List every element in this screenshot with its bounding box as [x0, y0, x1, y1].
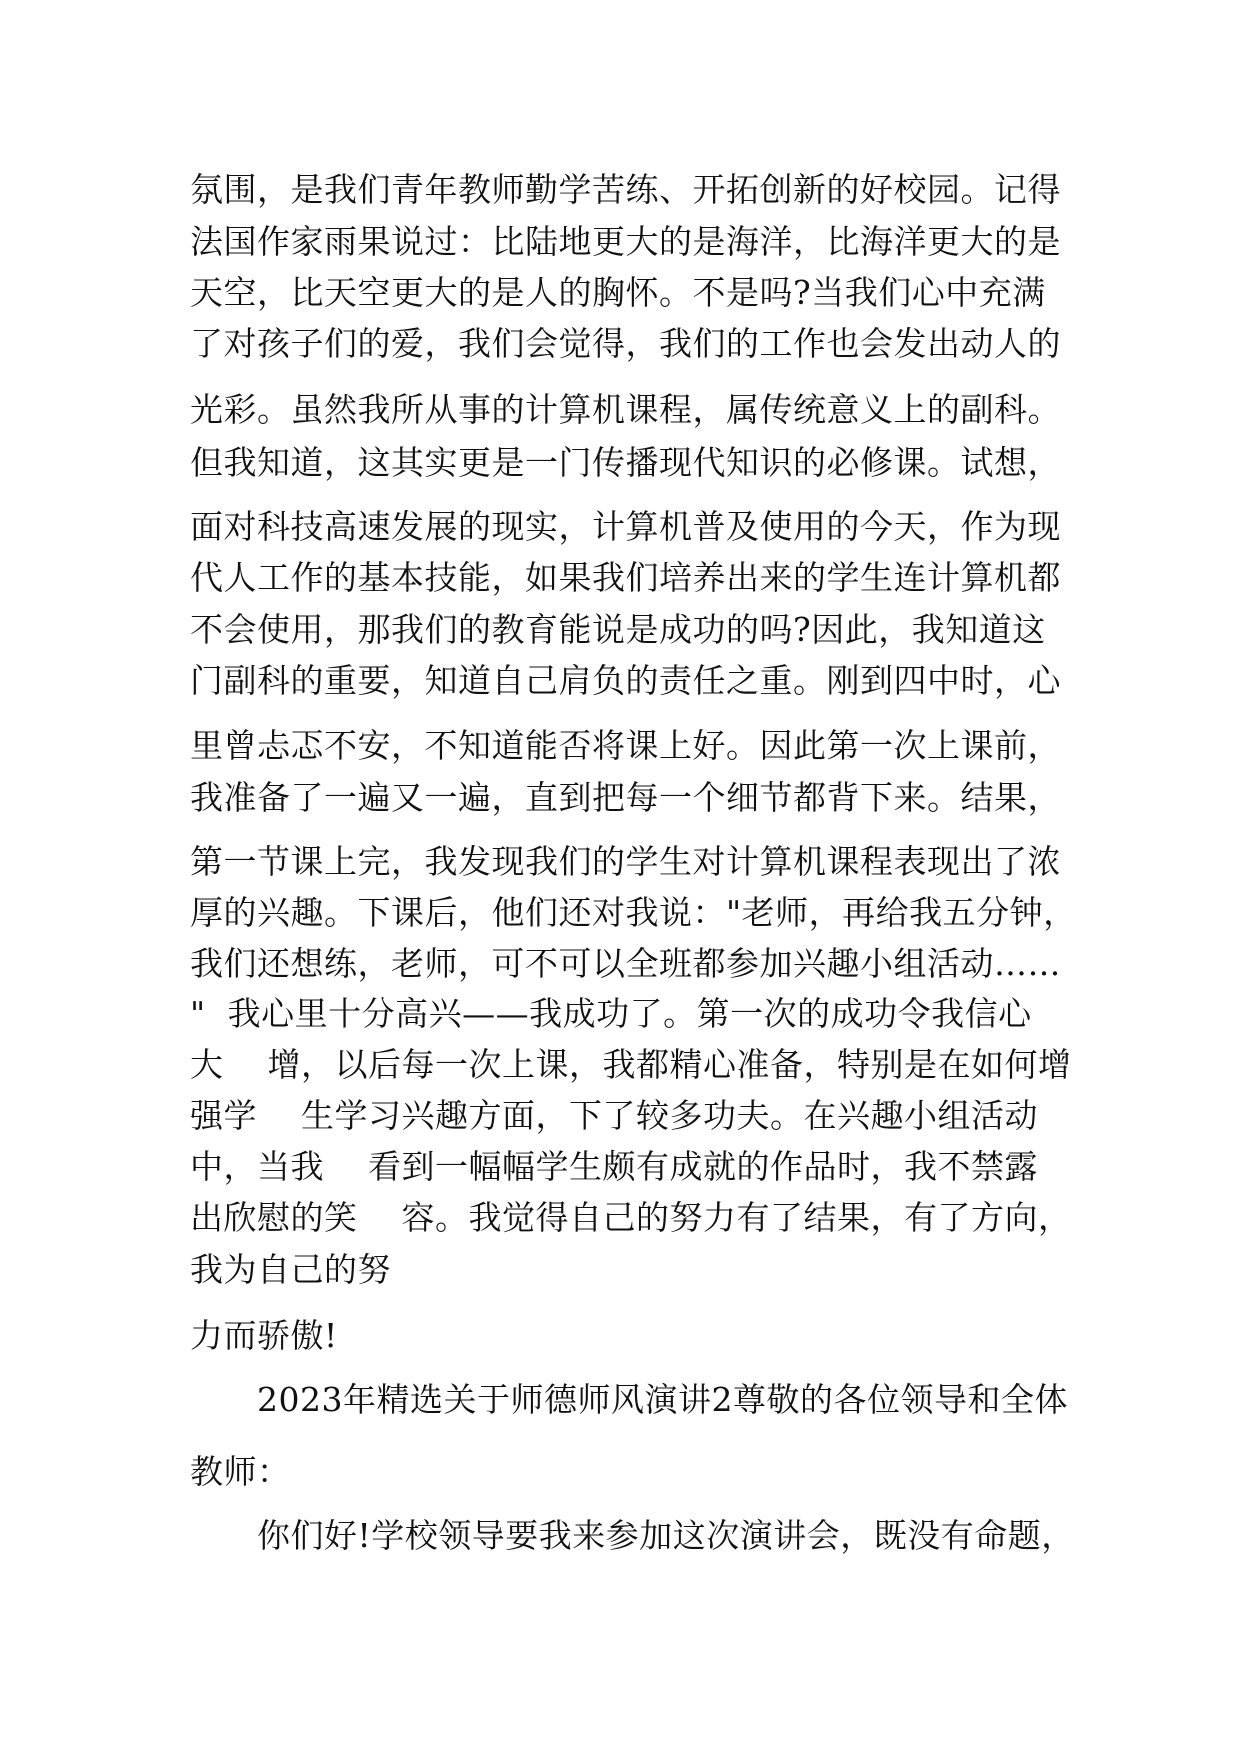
text-line: 大 增，以后每一次上课，我都精心准备，特别是在如何增: [190, 1045, 1072, 1084]
text-line: 不会使用，那我们的教育能说是成功的吗?因此，我知道这: [190, 610, 1046, 649]
text-line: 我为自己的努: [190, 1250, 391, 1289]
text-line: 厚的兴趣。下课后，他们还对我说："老师，再给我五分钟，: [190, 893, 1077, 932]
heading-line: 2023年精选关于师德师风演讲2尊敬的各位领导和全体: [257, 1380, 1068, 1419]
text-line: 法国作家雨果说过：比陆地更大的是海洋，比海洋更大的是: [190, 222, 1061, 261]
text-line: 你们好!学校领导要我来参加这次演讲会，既没有命题，: [257, 1516, 1075, 1555]
text-line: 了对孩子们的爱，我们会觉得，我们的工作也会发出动人的: [190, 324, 1061, 363]
text-line: 氛围，是我们青年教师勤学苦练、开拓创新的好校园。记得: [190, 170, 1061, 209]
text-line: 面对科技高速发展的现实，计算机普及使用的今天，作为现: [190, 507, 1061, 546]
text-line: 强学 生学习兴趣方面，下了较多功夫。在兴趣小组活动: [190, 1096, 1038, 1135]
text-line: 教师：: [190, 1452, 291, 1491]
text-line: 但我知道，这其实更是一门传播现代知识的必修课。试想，: [190, 443, 1061, 482]
text-line: 里曾忐忑不安，不知道能否将课上好。因此第一次上课前，: [190, 726, 1061, 765]
text-line: 门副科的重要，知道自己肩负的责任之重。刚到四中时，心: [190, 661, 1061, 700]
text-line: " 我心里十分高兴——我成功了。第一次的成功令我信心: [190, 994, 1032, 1033]
text-line: 力而骄傲!: [190, 1316, 338, 1355]
text-line: 我们还想练，老师，可不可以全班都参加兴趣小组活动……: [190, 944, 1061, 983]
text-line: 我准备了一遍又一遍，直到把每一个细节都背下来。结果，: [190, 778, 1061, 817]
text-line: 光彩。虽然我所从事的计算机课程，属传统意义上的副科。: [190, 390, 1061, 429]
text-line: 代人工作的基本技能，如果我们培养出来的学生连计算机都: [190, 558, 1061, 597]
text-line: 天空，比天空更大的是人的胸怀。不是吗?当我们心中充满: [190, 273, 1046, 312]
text-line: 第一节课上完，我发现我们的学生对计算机课程表现出了浓: [190, 842, 1061, 881]
text-line: 出欣慰的笑 容。我觉得自己的努力有了结果，有了方向，: [190, 1198, 1072, 1237]
text-line: 中，当我 看到一幅幅学生颇有成就的作品时，我不禁露: [190, 1147, 1038, 1186]
